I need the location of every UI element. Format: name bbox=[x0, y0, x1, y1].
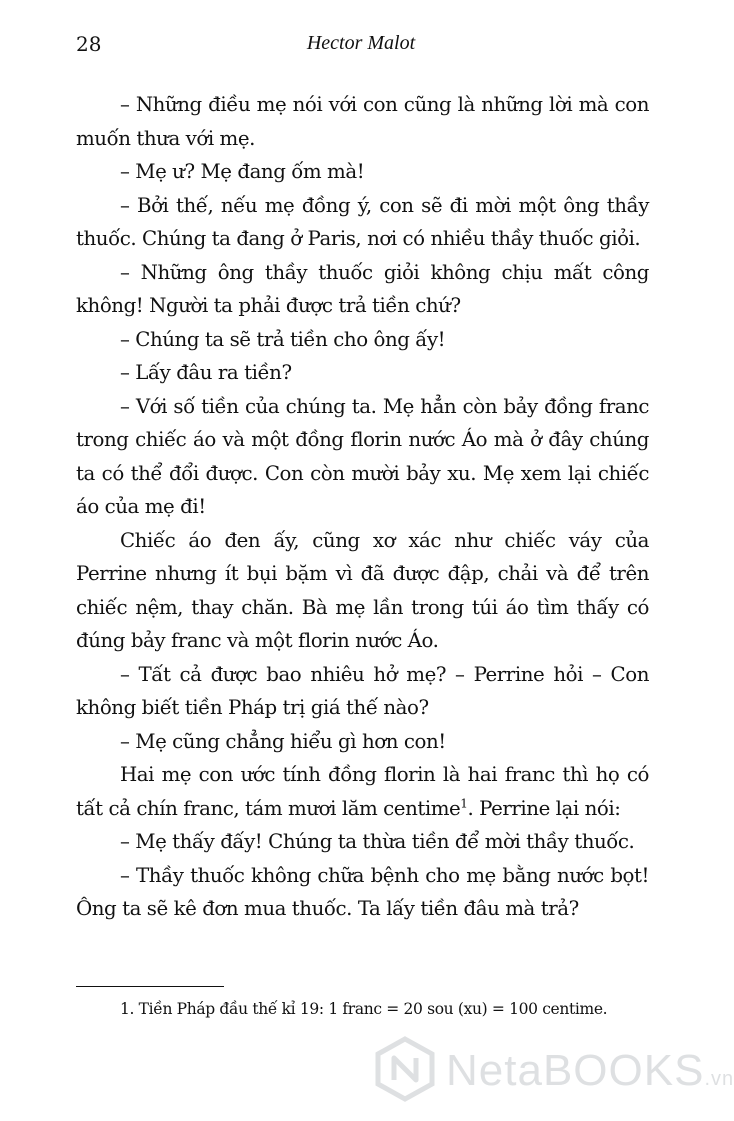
running-title: Hector Malot bbox=[306, 32, 416, 54]
paragraph: – Bởi thế, nếu mẹ đồng ý, con sẽ đi mời một ông thầy thuốc. Chúng ta đang ở Paris, nơi có nhiều thầy thuốc giỏi. bbox=[76, 193, 649, 250]
paragraph: – Mẹ thấy đấy! Chúng ta thừa tiền để mời thầy thuốc. bbox=[120, 830, 635, 853]
paragraph-text: . Perrine lại nói: bbox=[467, 796, 621, 820]
watermark-brand: NetaBOOKS bbox=[446, 1046, 705, 1095]
paragraph: – Những điều mẹ nói với con cũng là những lời mà con muốn thưa với mẹ. bbox=[76, 93, 649, 150]
paragraph: – Tất cả được bao nhiêu hở mẹ? – Perrine hỏi – Con không biết tiền Pháp trị giá thế nào? bbox=[76, 662, 649, 719]
paragraph-text: Hai mẹ con ước tính đồng florin là hai franc thì họ có tất cả chín franc, tám mươi lăm centime bbox=[76, 763, 649, 820]
page-number: 28 bbox=[76, 32, 102, 56]
page-header bbox=[76, 32, 646, 62]
netabooks-logo-icon bbox=[372, 1036, 438, 1102]
watermark-text bbox=[446, 1046, 734, 1096]
watermark-suffix: .vn bbox=[704, 1068, 734, 1090]
footnote-divider bbox=[76, 986, 224, 987]
paragraph: – Chúng ta sẽ trả tiền cho ông ấy! bbox=[120, 327, 446, 351]
paragraph: – Thầy thuốc không chữa bệnh cho mẹ bằng nước bọt! Ông ta sẽ kê đơn mua thuốc. Ta lấy tiền đâu mà trả? bbox=[76, 863, 649, 920]
footnote-reference[interactable]: 1 bbox=[460, 795, 468, 810]
paragraph: – Lấy đâu ra tiền? bbox=[120, 361, 292, 384]
watermark bbox=[372, 1030, 734, 1110]
paragraph-with-footnote bbox=[76, 758, 649, 825]
paragraph: – Mẹ cũng chẳng hiểu gì hơn con! bbox=[120, 729, 446, 753]
paragraph: – Những ông thầy thuốc giỏi không chịu mất công không! Người ta phải được trả tiền chứ? bbox=[76, 260, 649, 317]
paragraph: – Mẹ ư? Mẹ đang ốm mà! bbox=[120, 160, 365, 183]
paragraph: – Với số tiền của chúng ta. Mẹ hẳn còn bảy đồng franc trong chiếc áo và một đồng florin nước Áo mà ở đây chúng ta có thể đổi được. Con còn mười bảy xu. Mẹ xem lại chiếc áo của mẹ đi! bbox=[76, 394, 649, 518]
footnote: 1. Tiền Pháp đầu thế kỉ 19: 1 franc = 20 sou (xu) = 100 centime. bbox=[120, 1000, 608, 1018]
body-text bbox=[76, 88, 649, 926]
paragraph: Chiếc áo đen ấy, cũng xơ xác như chiếc váy của Perrine nhưng ít bụi bặm vì đã được đập, chải và để trên chiếc nệm, thay chăn. Bà mẹ lần trong túi áo tìm thấy có đúng bảy franc và một florin nước Áo. bbox=[76, 528, 649, 652]
